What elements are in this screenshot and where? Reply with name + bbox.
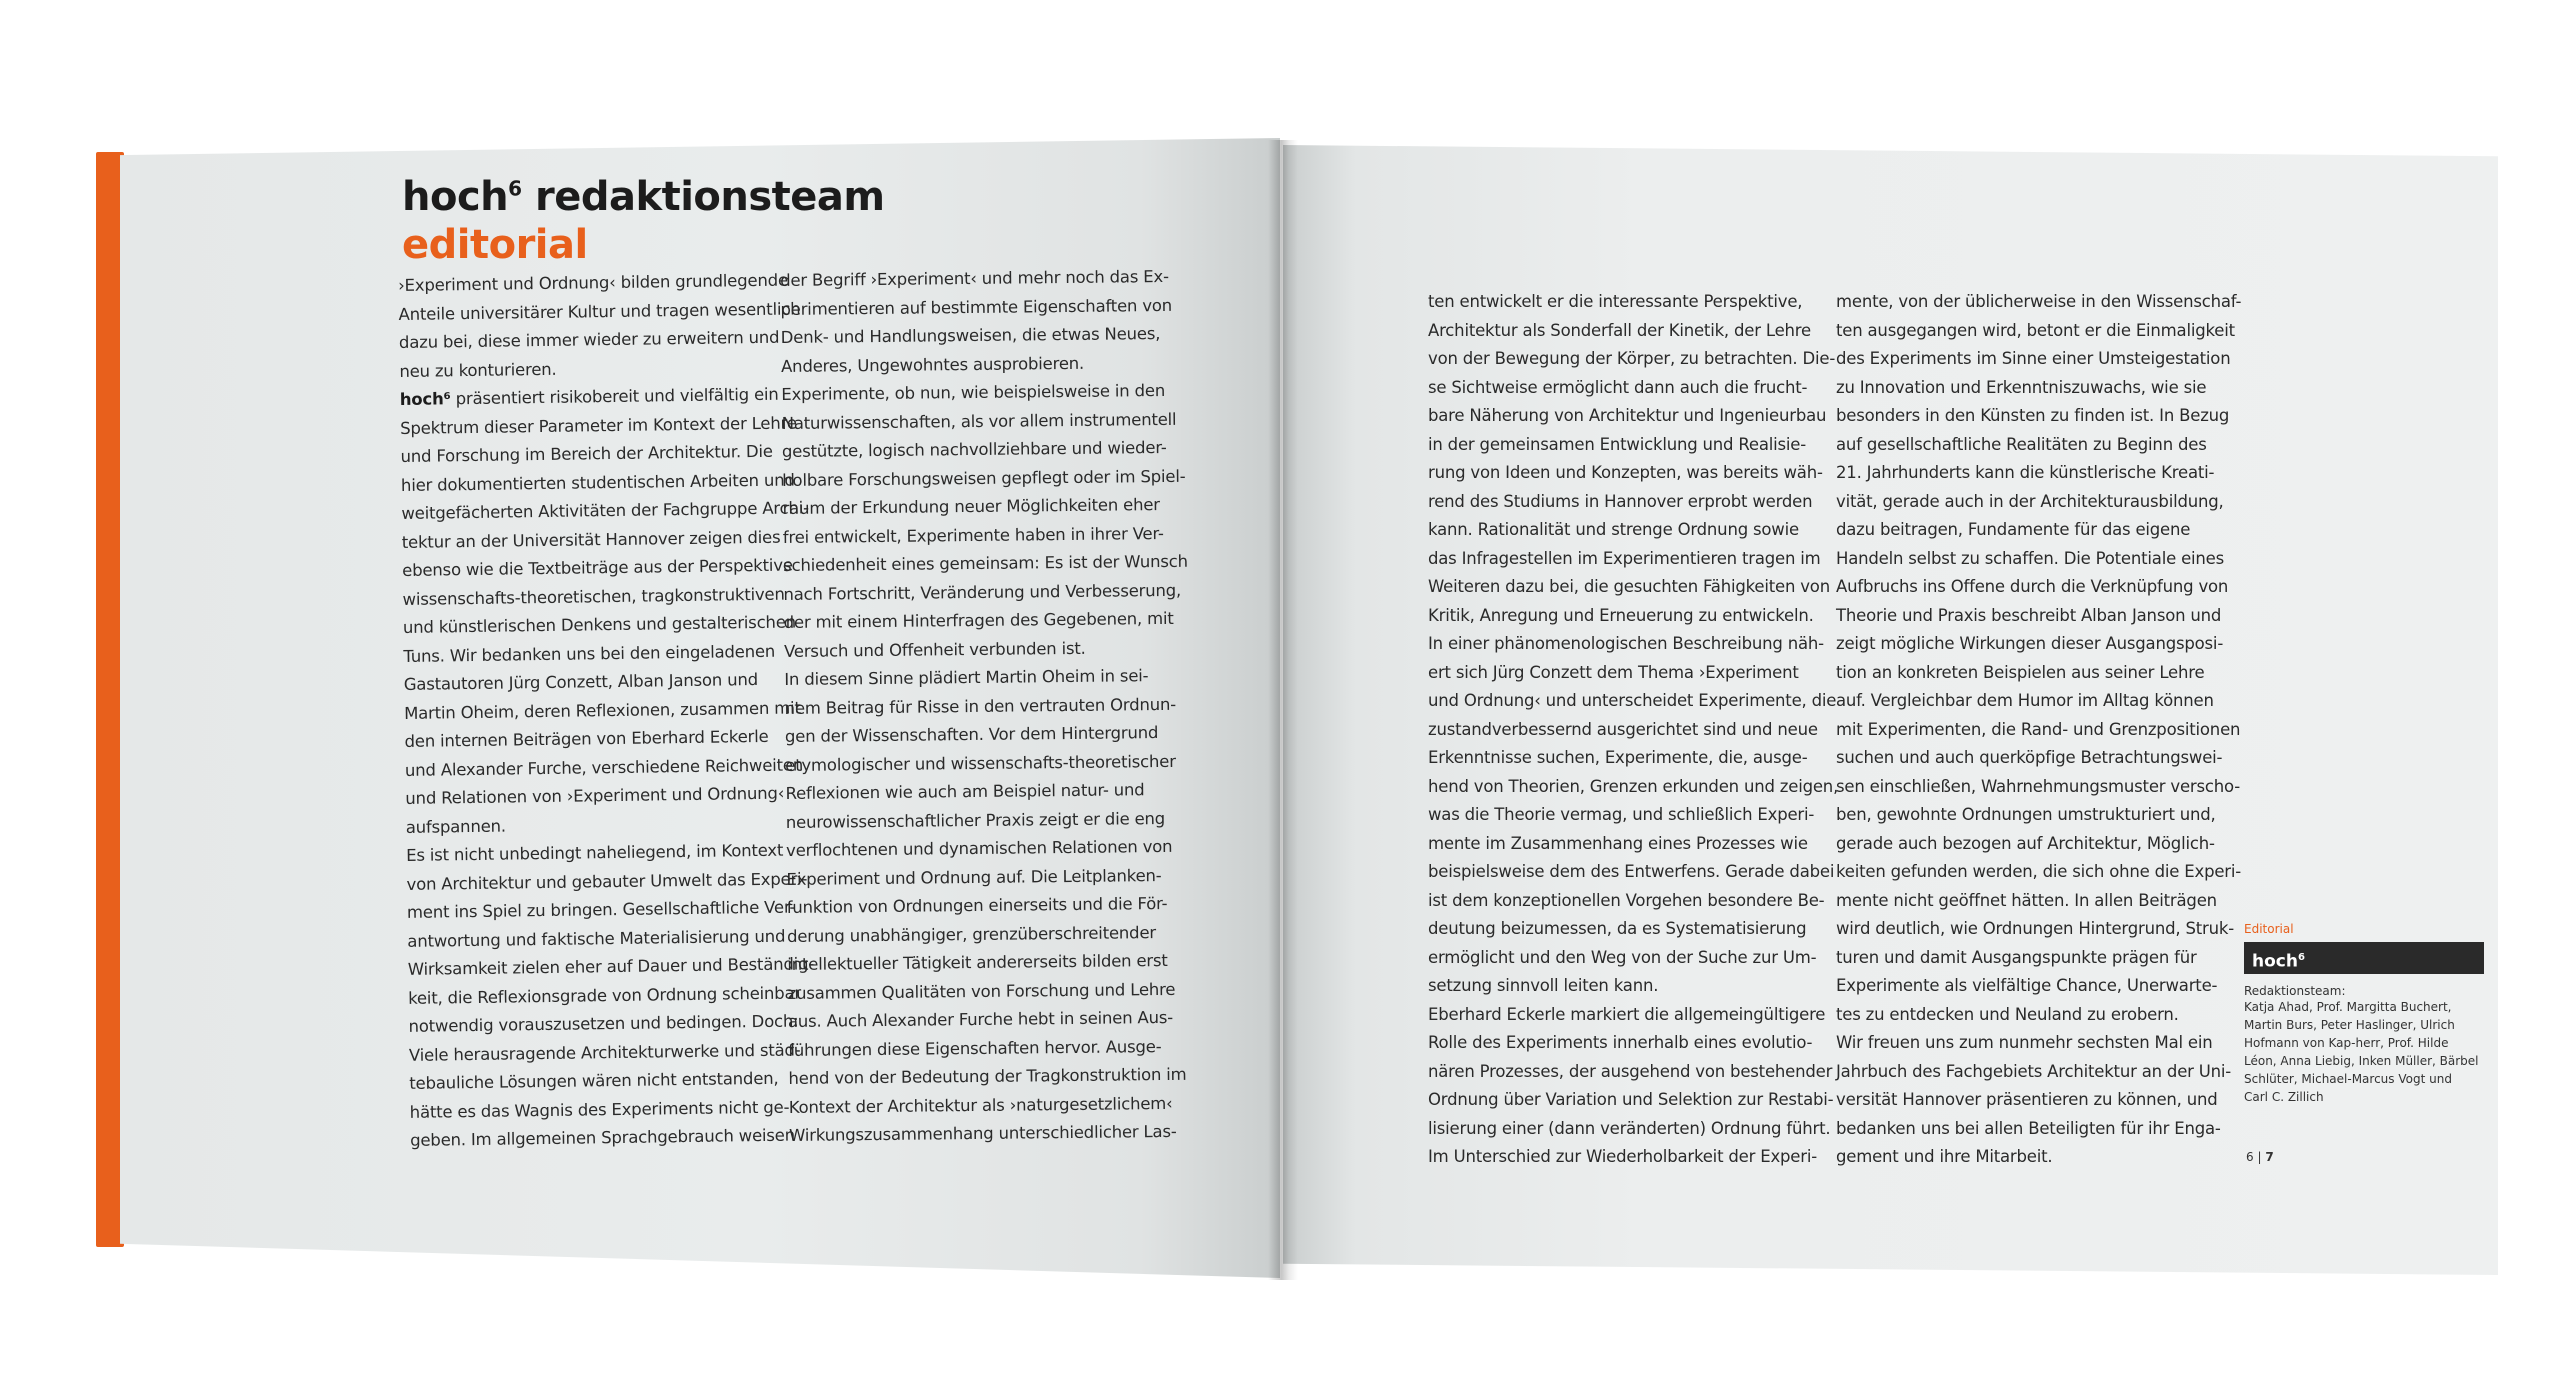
text-line: wissenschafts-theoretischen, tragkonstruktiven — [402, 584, 785, 609]
text-line: und Ordnung‹ und unterscheidet Experimente, die — [1428, 691, 1837, 710]
text-line: In diesem Sinne plädiert Martin Oheim in sei- — [784, 666, 1149, 689]
text-line: gen der Wissenschaften. Vor dem Hintergrund — [784, 723, 1159, 746]
page-subtitle: editorial — [402, 222, 588, 268]
text-column-4 — [1836, 288, 2242, 1172]
text-line: ten entwickelt er die interessante Perspektive, — [1428, 292, 1803, 311]
text-line: perimentieren auf bestimmte Eigenschaften von — [780, 295, 1173, 319]
text-line: Denk- und Handlungsweisen, die etwas Neues, — [780, 324, 1161, 347]
text-line: keiten gefunden werden, die sich ohne die Experi- — [1836, 862, 2242, 881]
text-line: Jahrbuch des Fachgebiets Architektur an der Uni- — [1836, 1061, 2232, 1081]
title-sup: 6 — [508, 176, 522, 201]
text-line: Erkenntnisse suchen, Experimente, die, ausge- — [1428, 748, 1808, 767]
text-line: mente im Zusammenhang eines Prozesses wie — [1428, 833, 1808, 853]
text-line: den internen Beiträgen von Eberhard Eckerle — [404, 726, 769, 751]
text-line: gerade auch bezogen auf Architektur, Möglich- — [1836, 833, 2215, 853]
sidebar-names: Katja Ahad, Prof. Margitta Buchert, Martin Burs, Peter Haslinger, Ulrich Hofmann von Kap-herr, Prof. Hilde Léon, Anna Liebig, Inken Müller, Bärbel Schlüter, Michael-Marcus Vogt und Carl C. Zillich — [2244, 1000, 2479, 1104]
text-line: Architektur als Sonderfall der Kinetik, der Lehre — [1428, 320, 1811, 340]
sidebar-brand-bar — [2244, 942, 2484, 974]
text-line: sen einschließen, Wahrnehmungsmuster verscho- — [1836, 776, 2240, 796]
text-line: Ordnung über Variation und Selektion zur Restabi- — [1428, 1090, 1834, 1109]
text-line: und künstlerischen Denkens und gestalterischen — [402, 612, 797, 637]
text-line: Naturwissenschaften, als vor allem instrumentell — [781, 409, 1177, 433]
folio-separator: | — [2257, 1150, 2262, 1164]
text-line: bare Näherung von Architektur und Ingenieurbau — [1428, 406, 1827, 425]
text-line: Experiment und Ordnung auf. Die Leitplanken- — [786, 865, 1162, 889]
text-line: der mit einem Hinterfragen des Gegebenen, mit — [783, 608, 1174, 632]
text-line: 21. Jahrhunderts kann die künstlerische Kreati- — [1836, 463, 2215, 482]
text-line: Wirkungszusammenhang unterschiedlicher Las- — [788, 1121, 1177, 1145]
text-line: notwendig vorauszusetzen und bedingen. Doch: — [408, 1011, 799, 1036]
text-line: ment ins Spiel zu bringen. Gesellschaftliche Ver- — [406, 897, 796, 922]
text-line: etymologischer und wissenschafts-theoretischer — [785, 751, 1176, 775]
text-line: Experimente, ob nun, wie beispielsweise in den — [781, 380, 1166, 404]
text-line: Reflexionen wie auch am Beispiel natur- und — [785, 780, 1145, 803]
text-line: Wir freuen uns zum nunmehr sechsten Mal ein — [1836, 1033, 2213, 1052]
text-line: Rolle des Experiments innerhalb eines evolutio- — [1428, 1033, 1813, 1052]
text-line: Aufbruchs ins Offene durch die Verknüpfung von — [1836, 577, 2229, 596]
text-line: bedanken uns bei allen Beteiligten für ihr Enga- — [1836, 1118, 2221, 1138]
text-line: gement und ihre Mitarbeit. — [1836, 1147, 2053, 1166]
text-line: Viele herausragende Architekturwerke und städ- — [408, 1039, 801, 1065]
text-line: nären Prozesses, der ausgehend von bestehender — [1428, 1061, 1833, 1081]
text-line: raum der Erkundung neuer Möglichkeiten eher — [782, 495, 1160, 518]
text-line: ben, gewohnte Ordnungen umstrukturiert und, — [1836, 805, 2216, 824]
text-line: des Experiments im Sinne einer Umsteigestation — [1836, 349, 2231, 368]
text-column-3 — [1428, 288, 1839, 1172]
text-line: verflochtenen und dynamischen Relationen von — [786, 836, 1173, 860]
sidebar-brand: hoch — [2252, 951, 2298, 972]
text-line: in der gemeinsamen Entwicklung und Realisie- — [1428, 434, 1807, 454]
text-column-1 — [398, 267, 815, 1156]
page-title — [402, 174, 885, 220]
text-line: zu Innovation und Erkenntniszuwachs, wie sie — [1836, 377, 2207, 397]
text-line: auf. Vergleichbar dem Humor im Alltag können — [1836, 691, 2214, 710]
text-line: Wirksamkeit zielen eher auf Dauer und Beständig- — [407, 954, 815, 979]
text-line: hätte es das Wagnis des Experiments nicht ge- — [409, 1097, 790, 1122]
text-line: ist dem konzeptionellen Vorgehen besondere Be- — [1428, 890, 1825, 910]
text-line: antwortung und faktische Materialisierung und — [407, 926, 786, 951]
text-line: Handeln selbst zu schaffen. Die Potentiale eines — [1836, 548, 2225, 568]
text-line: auf gesellschaftliche Realitäten zu Beginn des — [1836, 434, 2207, 454]
text-line: Anderes, Ungewohntes ausprobieren. — [780, 353, 1085, 376]
sidebar-label: Redaktionsteam: — [2244, 984, 2346, 998]
text-line: dazu bei, diese immer wieder zu erweitern und — [398, 327, 780, 352]
text-line: tion an konkreten Beispielen aus seiner Lehre — [1836, 662, 2205, 682]
text-line: holbare Forschungsweisen gepflegt oder im Spiel- — [782, 466, 1186, 490]
text-column-2 — [780, 263, 1189, 1151]
text-line: Spektrum dieser Parameter im Kontext der Lehre — [400, 412, 797, 438]
text-line: versität Hannover präsentieren zu können, und — [1836, 1090, 2218, 1109]
text-line: intellektueller Tätigkeit andererseits bilden erst — [787, 950, 1168, 974]
text-line: von der Bewegung der Körper, zu betrachten. Die- — [1428, 349, 1836, 368]
text-line: was die Theorie vermag, und schließlich Experi- — [1428, 805, 1815, 824]
text-line: und Alexander Furche, verschiedene Reichweiten — [404, 754, 804, 780]
text-line: zeigt mögliche Wirkungen dieser Ausgangsposi- — [1836, 634, 2224, 653]
text-line: neu zu konturieren. — [399, 359, 557, 381]
text-line: mente, von der üblicherweise in den Wissenschaf- — [1836, 292, 2242, 311]
text-line: hier dokumentierten studentischen Arbeiten und — [400, 469, 795, 495]
text-line: hend von Theorien, Grenzen erkunden und zeigen, — [1428, 776, 1839, 796]
text-line: suchen und auch querköpfige Betrachtungswei- — [1836, 748, 2223, 767]
text-line: weitgefächerten Aktivitäten der Fachgruppe Archi- — [401, 498, 809, 523]
text-line: vität, gerade auch in der Architekturausbildung, — [1836, 491, 2224, 511]
text-line: tebauliche Lösungen wären nicht entstanden, — [409, 1068, 779, 1093]
text-line: lisierung einer (dann veränderten) Ordnung führt. — [1428, 1118, 1831, 1138]
text-line: nem Beitrag für Risse in den vertrauten Ordnun- — [784, 694, 1177, 718]
text-line: Kritik, Anregung und Erneuerung zu entwickeln. — [1428, 605, 1814, 625]
sidebar-category: Editorial — [2244, 922, 2294, 936]
text-line: besonders in den Künsten zu finden ist. In Bezug — [1836, 406, 2230, 425]
sidebar-brand-sup: 6 — [2297, 952, 2305, 963]
folio-right: 7 — [2265, 1150, 2274, 1164]
text-line: beispielsweise dem des Entwerfens. Gerade dabei — [1428, 862, 1835, 881]
text-line: neurowissenschaftlicher Praxis zeigt er die eng — [785, 808, 1166, 832]
text-line: von Architektur und gebauter Umwelt das Experi- — [406, 868, 808, 894]
text-line: wird deutlich, wie Ordnungen Hintergrund, Struk- — [1836, 919, 2234, 938]
text-line: das Infragestellen im Experimentieren tragen im — [1428, 548, 1821, 568]
text-line: hoch⁶ präsentiert risikobereit und vielfältig ein — [399, 384, 779, 409]
text-line: ert sich Jürg Conzett dem Thema ›Experiment — [1428, 662, 1799, 682]
text-line: zusammen Qualitäten von Forschung und Lehre — [787, 979, 1176, 1003]
text-line: Kontext der Architektur als ›naturgesetzlichem‹ — [788, 1093, 1173, 1117]
text-line: funktion von Ordnungen einerseits und die För- — [786, 893, 1168, 917]
text-line: turen und damit Ausgangspunkte prägen für — [1836, 947, 2197, 967]
text-line: mente nicht geöffnet hätten. In allen Beiträgen — [1836, 890, 2217, 910]
text-line: ermöglicht und den Weg von der Suche zur Um- — [1428, 947, 1817, 967]
text-line: schiedenheit eines gemeinsam: Es ist der Wunsch — [783, 551, 1188, 575]
text-line: In einer phänomenologischen Beschreibung näh- — [1428, 634, 1824, 653]
text-line: Tuns. Wir bedanken uns bei den eingeladenen — [403, 641, 776, 666]
text-line: dazu beitragen, Fundamente für das eigene — [1836, 520, 2191, 539]
text-line: gestützte, logisch nachvollziehbare und wieder- — [781, 437, 1167, 461]
text-line: tes zu entdecken und Neuland zu erobern. — [1836, 1004, 2179, 1024]
text-line: Im Unterschied zur Wiederholbarkeit der Experi- — [1428, 1147, 1817, 1166]
text-line: Eberhard Eckerle markiert die allgemeingültigere — [1428, 1004, 1826, 1024]
text-line: geben. Im allgemeinen Sprachgebrauch weisen — [409, 1125, 796, 1150]
text-line: Es ist nicht unbedingt naheliegend, im Kontext — [406, 840, 784, 865]
text-line: Weiteren dazu bei, die gesuchten Fähigkeiten von — [1428, 577, 1830, 596]
text-line: se Sichtweise ermöglicht dann auch die frucht- — [1428, 377, 1808, 397]
text-line: Experimente als vielfältige Chance, Unerwarte- — [1836, 976, 2218, 995]
text-line: frei entwickelt, Experimente haben in ihrer Ver- — [782, 523, 1164, 547]
title-rest: redaktionsteam — [521, 174, 885, 220]
text-line: ten ausgegangen wird, betont er die Einmaligkeit — [1836, 320, 2235, 340]
text-line: keit, die Reflexionsgrade von Ordnung scheinbar — [408, 982, 802, 1008]
text-line: Martin Oheim, deren Reflexionen, zusammen mit — [404, 697, 801, 723]
text-line: ebenso wie die Textbeiträge aus der Perspektive — [402, 555, 793, 580]
book-gutter — [1268, 140, 1298, 1280]
text-line: Versuch und Offenheit verbunden ist. — [783, 638, 1086, 661]
text-line: und Forschung im Bereich der Architektur. Die — [400, 441, 773, 466]
text-line: rung von Ideen und Konzepten, was bereits wäh- — [1428, 463, 1823, 482]
text-line: zustandverbessernd ausgerichtet sind und neue — [1428, 719, 1818, 739]
sidebar — [2244, 922, 2484, 1106]
text-line: tektur an der Universität Hannover zeigen dies — [401, 527, 781, 552]
text-line: Gastautoren Jürg Conzett, Alban Janson und — [403, 670, 759, 694]
text-line: aufspannen. — [405, 816, 507, 837]
text-line: hend von der Bedeutung der Tragkonstruktion im — [788, 1064, 1187, 1088]
folio-left: 6 — [2246, 1150, 2254, 1164]
text-line: rend des Studiums in Hannover erprobt werden — [1428, 491, 1813, 511]
text-line: ›Experiment und Ordnung‹ bilden grundlegende — [398, 270, 789, 295]
text-line: aus. Auch Alexander Furche hebt in seinen Aus- — [787, 1007, 1174, 1031]
text-line: Theorie und Praxis beschreibt Alban Janson und — [1836, 605, 2222, 625]
text-line: derung unabhängiger, grenzüberschreitender — [786, 922, 1157, 946]
cover-edge — [96, 152, 124, 1247]
title-word: hoch — [402, 174, 509, 220]
text-line: und Relationen von ›Experiment und Ordnung‹ — [405, 783, 785, 808]
text-line: nach Fortschritt, Veränderung und Verbesserung, — [783, 580, 1182, 604]
text-line: setzung sinnvoll leiten kann. — [1428, 976, 1659, 995]
text-line: deutung beizumessen, da es Systematisierung — [1428, 919, 1807, 938]
text-line: führungen diese Eigenschaften hervor. Ausge- — [788, 1036, 1162, 1060]
page-numbers — [2246, 1150, 2274, 1164]
text-line: der Begriff ›Experiment‹ und mehr noch das Ex- — [780, 266, 1169, 290]
text-line: kann. Rationalität und strenge Ordnung sowie — [1428, 520, 1799, 539]
text-line: mit Experimenten, die Rand- und Grenzpositionen — [1836, 719, 2241, 739]
text-line: Anteile universitärer Kultur und tragen wesentlich — [398, 298, 801, 324]
